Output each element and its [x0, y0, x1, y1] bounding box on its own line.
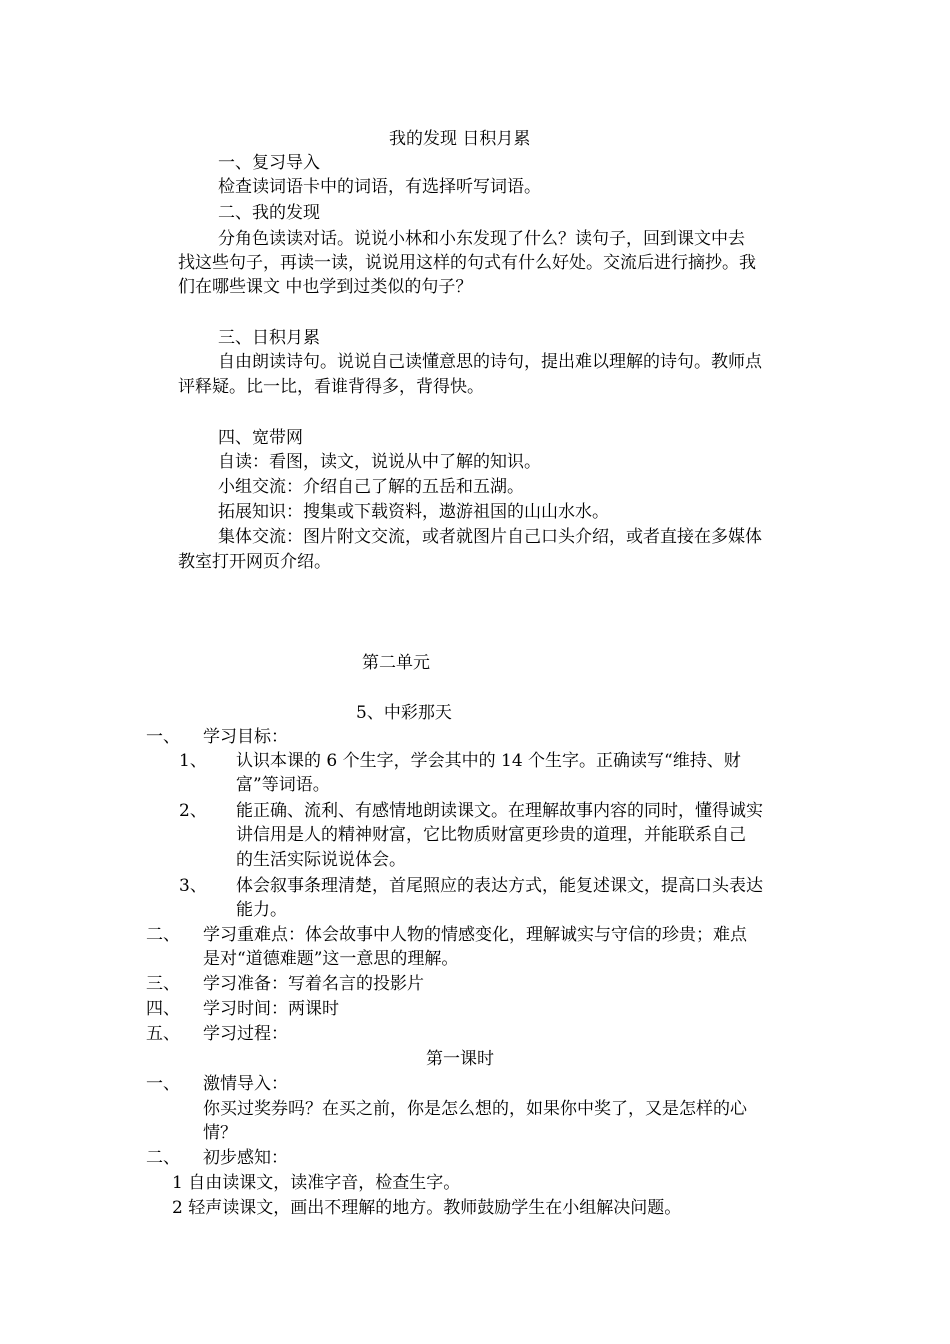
heading-review: 一、复习导入: [218, 153, 320, 173]
section-title: 我的发现 日积月累: [389, 129, 531, 149]
item-preparation: 学习准备：写着名言的投影片: [203, 974, 424, 994]
paragraph-accumulation-line1: 自由朗读诗句。说说自己读懂意思的诗句，提出难以理解的诗句。教师点: [218, 352, 762, 372]
step-intro-line1: 你买过奖券吗？在买之前，你是怎么想的，如果你中奖了，又是怎样的心: [203, 1099, 747, 1119]
paragraph-discovery-line2: 找这些句子，再读一读，说说用这样的句式有什么好处。交流后进行摘抄。我: [178, 253, 756, 273]
lesson-title: 5、中彩那天: [356, 703, 452, 723]
lesson1-title: 第一课时: [426, 1049, 494, 1069]
item-key-points: 学习重难点：体会故事中人物的情感变化，理解诚实与守信的珍贵；难点: [203, 925, 747, 945]
goal-3-line1: 体会叙事条理清楚，首尾照应的表达方式，能复述课文，提高口头表达: [236, 876, 763, 896]
paragraph-broadband-line3: 拓展知识：搜集或下载资料，遨游祖国的山山水水。: [218, 502, 609, 522]
goal-2-line2: 讲信用是人的精神财富，它比物质财富更珍贵的道理，并能联系自己: [236, 825, 746, 845]
paragraph-review: 检查读词语卡中的词语，有选择听写词语。: [218, 177, 541, 197]
goal-number: 1、: [179, 751, 207, 771]
heading-broadband: 四、宽带网: [218, 428, 303, 448]
step-number: 一、: [146, 1074, 180, 1094]
goal-3-line2: 能力。: [236, 900, 287, 920]
paragraph-discovery-line1: 分角色读读对话。说说小林和小东发现了什么？读句子，回到课文中去: [218, 229, 745, 249]
goal-1-line2: 富”等词语。: [236, 775, 330, 795]
paragraph-broadband-line4: 集体交流：图片附文交流，或者就图片自己口头介绍，或者直接在多媒体: [218, 527, 762, 547]
step-perception-sub2: 2 轻声读课文，画出不理解的地方。教师鼓励学生在小组解决问题。: [172, 1198, 682, 1218]
goal-1-line1: 认识本课的 6 个生字，学会其中的 14 个生字。正确读写“维持、财: [236, 751, 741, 771]
goal-number: 2、: [179, 801, 207, 821]
item-number: 一、: [146, 727, 180, 747]
item-number: 四、: [146, 999, 180, 1019]
step-perception-label: 初步感知：: [203, 1148, 288, 1168]
paragraph-broadband-line1: 自读：看图，读文，说说从中了解的知识。: [218, 452, 541, 472]
item-time: 学习时间：两课时: [203, 999, 339, 1019]
item-goals-label: 学习目标：: [203, 727, 288, 747]
paragraph-broadband-line5: 教室打开网页介绍。: [178, 552, 331, 572]
item-number: 二、: [146, 925, 180, 945]
item-number: 三、: [146, 974, 180, 994]
goal-2-line3: 的生活实际说说体会。: [236, 850, 406, 870]
item-number: 五、: [146, 1024, 180, 1044]
step-perception-sub1: 1 自由读课文，读准字音，检查生字。: [172, 1173, 461, 1193]
goal-2-line1: 能正确、流利、有感情地朗读课文。在理解故事内容的同时，懂得诚实: [236, 801, 763, 821]
item-key-points-cont: 是对“道德难题”这一意思的理解。: [203, 949, 459, 969]
item-process: 学习过程：: [203, 1024, 288, 1044]
step-number: 二、: [146, 1148, 180, 1168]
paragraph-discovery-line3: 们在哪些课文 中也学到过类似的句子？: [178, 277, 473, 297]
heading-discovery: 二、我的发现: [218, 203, 320, 223]
heading-accumulation: 三、日积月累: [218, 328, 320, 348]
paragraph-broadband-line2: 小组交流：介绍自己了解的五岳和五湖。: [218, 477, 524, 497]
paragraph-accumulation-line2: 评释疑。比一比，看谁背得多，背得快。: [178, 377, 484, 397]
step-intro-label: 激情导入：: [203, 1074, 288, 1094]
step-intro-line2: 情？: [203, 1123, 237, 1143]
goal-number: 3、: [179, 876, 207, 896]
unit-title: 第二单元: [362, 653, 430, 673]
